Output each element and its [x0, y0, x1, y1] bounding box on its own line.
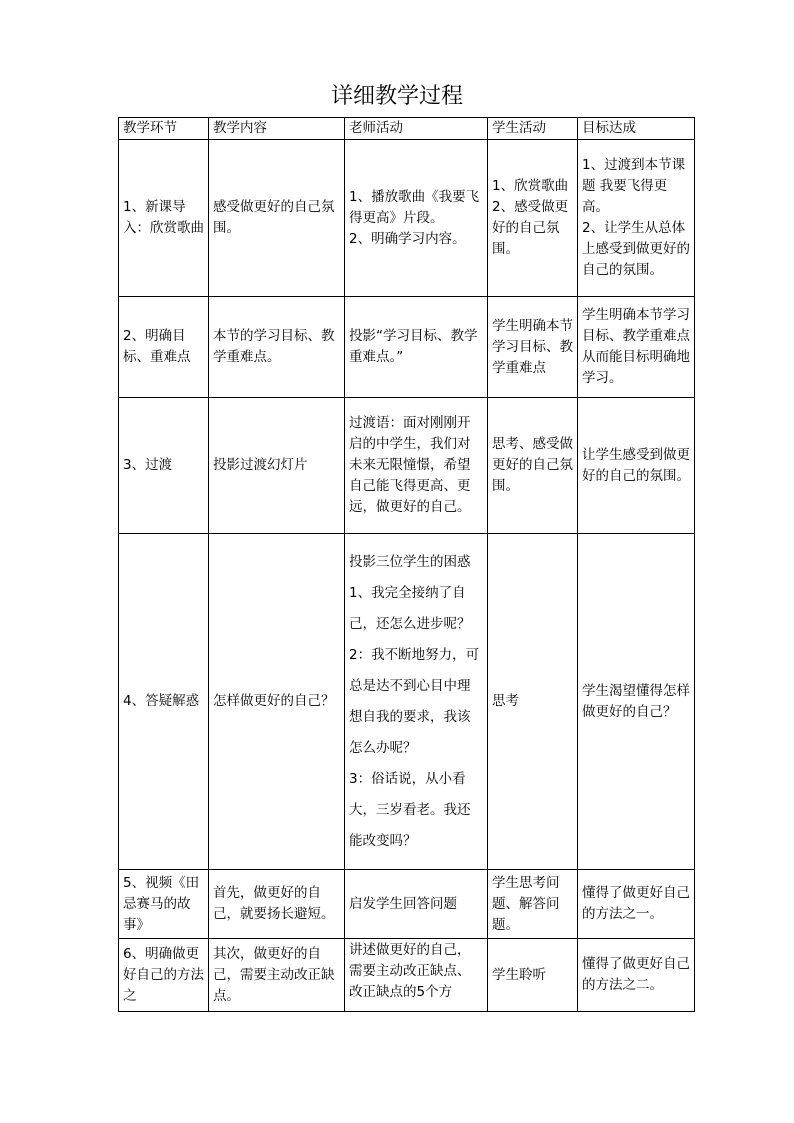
cell-student: 思考: [488, 534, 578, 870]
header-student: 学生活动: [488, 118, 578, 140]
cell-segment: 5、视频《田忌赛马的故事》: [119, 870, 209, 939]
cell-teacher: 1、播放歌曲《我要飞得更高》片段。 2、明确学习内容。: [345, 140, 488, 297]
cell-student: 思考、感受做更好的自己氛围。: [488, 398, 578, 534]
cell-goal: 1、过渡到本节课题 我要飞得更高。 2、让学生从总体上感受到做更好的自己的氛围。: [578, 140, 695, 297]
cell-content: 首先，做更好的自己，就要扬长避短。: [209, 870, 345, 939]
header-content: 教学内容: [209, 118, 345, 140]
cell-goal: 懂得了做更好自己的方法之二。: [578, 939, 695, 1012]
cell-teacher: 投影“学习目标、教学重难点。”: [345, 297, 488, 398]
teaching-process-table: [118, 117, 695, 1012]
table-row: [119, 939, 695, 1012]
header-teacher: 老师活动: [345, 118, 488, 140]
cell-content: 怎样做更好的自己？: [209, 534, 345, 870]
table-row: [119, 297, 695, 398]
cell-goal: 懂得了做更好自己的方法之一。: [578, 870, 695, 939]
table-row: [119, 398, 695, 534]
cell-student: 学生明确本节学习目标、教学重难点: [488, 297, 578, 398]
cell-goal: 学生渴望懂得怎样做更好的自己？: [578, 534, 695, 870]
table-row: [119, 870, 695, 939]
cell-content: 感受做更好的自己氛围。: [209, 140, 345, 297]
page-title: 详细教学过程: [330, 84, 463, 109]
cell-teacher: 投影三位学生的困惑 1、我完全接纳了自己，还怎么进步呢？ 2：我不断地努力，可总是达不到心目中理想自我的要求，我该怎么办呢？ 3：俗话说，从小看大，三岁看老。我还能改变吗？: [345, 534, 488, 870]
table-row: [119, 534, 695, 870]
cell-content: 其次，做更好的自己，需要主动改正缺点。: [209, 939, 345, 1012]
cell-segment: 6、明确做更好自己的方法之: [119, 939, 209, 1012]
cell-teacher: 过渡语：面对刚刚开启的中学生，我们对未来无限憧憬，希望自己能飞得更高、更远，做更好的自己。: [345, 398, 488, 534]
header-goal: 目标达成: [578, 118, 695, 140]
cell-student: 学生聆听: [488, 939, 578, 1012]
cell-segment: 4、答疑解惑: [119, 534, 209, 870]
cell-segment: 1、新课导入：欣赏歌曲: [119, 140, 209, 297]
table-row: [119, 140, 695, 297]
header-segment: 教学环节: [119, 118, 209, 140]
cell-goal: 学生明确本节学习目标、教学重难点从而能目标明确地学习。: [578, 297, 695, 398]
cell-goal: 让学生感受到做更好的自己的氛围。: [578, 398, 695, 534]
cell-teacher: 讲述做更好的自己，需要主动改正缺点、改正缺点的5个方: [345, 939, 488, 1012]
cell-student: 1、欣赏歌曲 2、感受做更好的自己氛围。: [488, 140, 578, 297]
cell-content: 本节的学习目标、教学重难点。: [209, 297, 345, 398]
table-header-row: [119, 118, 695, 140]
cell-segment: 2、明确目标、重难点: [119, 297, 209, 398]
cell-content: 投影过渡幻灯片: [209, 398, 345, 534]
cell-student: 学生思考问题、解答问题。: [488, 870, 578, 939]
cell-teacher: 启发学生回答问题: [345, 870, 488, 939]
cell-segment: 3、过渡: [119, 398, 209, 534]
